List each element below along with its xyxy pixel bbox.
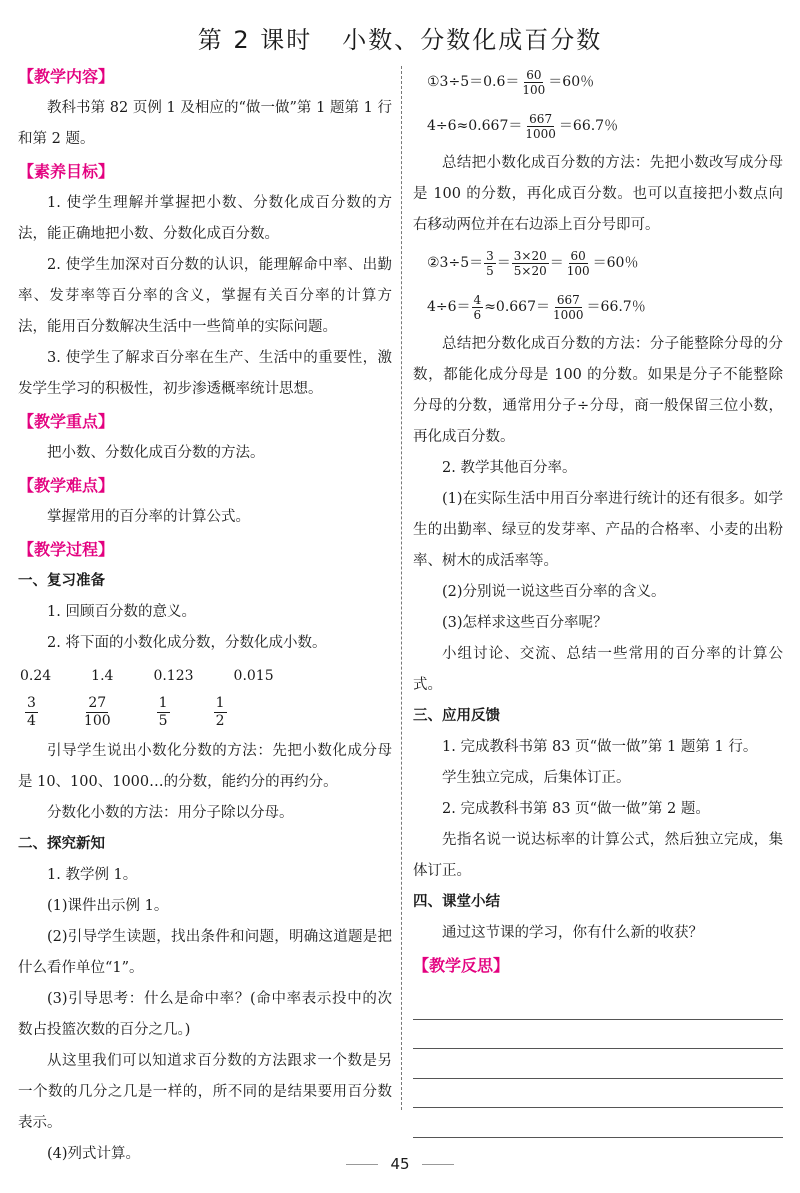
goal-1: 1. 使学生理解并掌握把小数、分数化成百分数的方法，能正确地把小数、分数化成百分数。 bbox=[18, 195, 392, 242]
writing-line bbox=[413, 1049, 783, 1079]
heading-goals: 【素养目标】 bbox=[18, 162, 115, 181]
example-1-step-b: (2)引导学生读题，找出条件和问题，明确这道题是把什么看作单位“1”。 bbox=[18, 929, 392, 976]
example-1-step-c: (3)引导思考：什么是命中率？(命中率表示投中的次数占投篮次数的百分之几。) bbox=[18, 991, 392, 1038]
difficulties-text: 掌握常用的百分率的计算公式。 bbox=[47, 509, 250, 525]
writing-line bbox=[413, 990, 783, 1020]
example-1: 1. 教学例 1。 bbox=[47, 867, 138, 883]
page-title bbox=[0, 20, 800, 55]
writing-line bbox=[413, 1108, 783, 1138]
goal-3: 3. 使学生了解求百分率在生产、生活中的重要性，激发学生学习的积极性，初步渗透概率统计思想。 bbox=[18, 350, 392, 397]
teach-other-rates: 2. 教学其他百分率。 bbox=[442, 460, 577, 476]
example-1-note: 从这里我们可以知道求百分数的方法跟求一个数是另一个数的几分之几是一样的，所不同的是结果要用百分数表示。 bbox=[18, 1053, 392, 1131]
rates-step-c: (3)怎样求这些百分率呢？ bbox=[442, 615, 608, 631]
section-explore: 二、探究新知 bbox=[18, 836, 105, 852]
column-divider bbox=[401, 66, 402, 1110]
equation-3: ②3÷5＝ $\frac{3}{5}$ ＝ $\frac{3\times 20}{5\times 20}$ ＝ $\frac{60}{100}$ ＝60％ bbox=[427, 248, 639, 278]
section-summary: 四、课堂小结 bbox=[413, 894, 500, 910]
fraction-item: $\frac{1}{2}$ bbox=[215, 695, 225, 729]
heading-content: 【教学内容】 bbox=[18, 67, 115, 86]
heading-difficulties: 【教学难点】 bbox=[18, 476, 115, 495]
decimal-list bbox=[18, 659, 392, 693]
example-1-step-a: (1)课件出示例 1。 bbox=[47, 898, 169, 914]
page-number: 45 bbox=[0, 1155, 800, 1173]
decimal-item: 0.123 bbox=[153, 668, 194, 684]
key-points-text: 把小数、分数化成百分数的方法。 bbox=[47, 445, 265, 461]
left-column bbox=[18, 60, 392, 1170]
content-text: 教科书第 82 页例 1 及相应的“做一做”第 1 题第 1 行和第 2 题。 bbox=[18, 100, 392, 147]
apply-1-note: 学生独立完成，后集体订正。 bbox=[442, 770, 631, 786]
equation-1: ①3÷5＝0.6＝ $\frac{60}{100}$ ＝60％ bbox=[427, 67, 595, 97]
summary-question: 通过这节课的学习，你有什么新的收获？ bbox=[442, 925, 703, 941]
fraction-item: $\frac{27}{100}$ bbox=[83, 695, 111, 729]
goal-2: 2. 使学生加深对百分数的认识，能理解命中率、出勤率、发芽率等百分率的含义，掌握有关百分率的计算方法，能用百分数解决生活中一些简单的实际问题。 bbox=[18, 257, 392, 335]
rates-discussion: 小组讨论、交流、总结一些常用的百分率的计算公式。 bbox=[413, 646, 783, 693]
summary-decimal-method: 总结把小数化成百分数的方法：先把小数改写成分母是 100 的分数，再化成百分数。也可以直接把小数点向右移动两位并在右边添上百分号即可。 bbox=[413, 155, 783, 233]
review-2: 2. 将下面的小数化成分数，分数化成小数。 bbox=[47, 635, 327, 651]
equation-4: 4÷6＝ $\frac{4}{6}$ ≈0.667＝ $\frac{667}{1000}$ ＝66.7％ bbox=[427, 292, 646, 322]
equation-2: 4÷6≈0.667＝ $\frac{667}{1000}$ ＝66.7％ bbox=[427, 111, 619, 141]
example-1-step-d: (4)列式计算。 bbox=[47, 1146, 141, 1162]
lesson-number: 第 2 课时 bbox=[197, 26, 313, 54]
right-column bbox=[413, 60, 783, 1138]
guide-fraction-to-decimal: 分数化小数的方法：用分子除以分母。 bbox=[47, 805, 294, 821]
heading-key-points: 【教学重点】 bbox=[18, 412, 115, 431]
apply-1: 1. 完成教科书第 83 页“做一做”第 1 题第 1 行。 bbox=[442, 739, 758, 755]
apply-2-note: 先指名说一说达标率的计算公式，然后独立完成，集体订正。 bbox=[413, 832, 783, 879]
writing-line bbox=[413, 1020, 783, 1050]
review-1: 1. 回顾百分数的意义。 bbox=[47, 604, 196, 620]
decimal-item: 0.015 bbox=[233, 668, 274, 684]
summary-fraction-method: 总结把分数化成百分数的方法：分子能整除分母的分数，都能化成分母是 100 的分数。如果是分子不能整除分母的分数，通常用分子÷分母，商一般保留三位小数，再化成百分数。 bbox=[413, 336, 783, 445]
rates-step-b: (2)分别说一说这些百分率的含义。 bbox=[442, 584, 666, 600]
writing-line bbox=[413, 1079, 783, 1109]
fraction-list bbox=[18, 695, 392, 730]
fraction-item: $\frac{1}{5}$ bbox=[158, 695, 168, 729]
section-review: 一、复习准备 bbox=[18, 573, 105, 589]
heading-process: 【教学过程】 bbox=[18, 540, 115, 559]
heading-reflection: 【教学反思】 bbox=[413, 956, 510, 975]
decimal-item: 0.24 bbox=[20, 668, 52, 684]
decimal-item: 1.4 bbox=[91, 668, 114, 684]
lesson-topic: 小数、分数化成百分数 bbox=[342, 26, 603, 54]
reflection-writing-area[interactable] bbox=[413, 990, 783, 1138]
fraction-item: $\frac{3}{4}$ bbox=[27, 695, 36, 729]
section-feedback: 三、应用反馈 bbox=[413, 708, 500, 724]
rates-step-a: (1)在实际生活中用百分率进行统计的还有很多。如学生的出勤率、绿豆的发芽率、产品的合格率、小麦的出粉率、树木的成活率等。 bbox=[413, 491, 783, 569]
guide-decimal-to-fraction: 引导学生说出小数化分数的方法：先把小数化成分母是 10、100、1000…的分数，能约分的再约分。 bbox=[18, 743, 392, 790]
apply-2: 2. 完成教科书第 83 页“做一做”第 2 题。 bbox=[442, 801, 710, 817]
